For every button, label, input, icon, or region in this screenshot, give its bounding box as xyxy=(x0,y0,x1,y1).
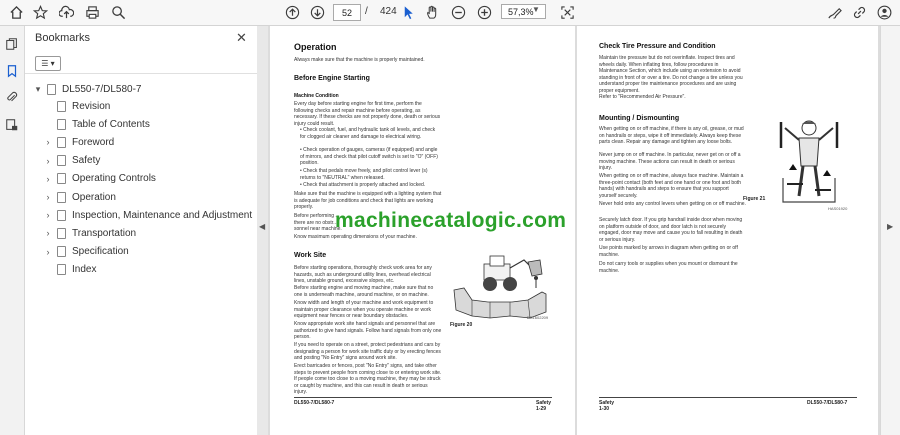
panel-title: Bookmarks xyxy=(35,32,91,44)
watermark-text: machinecatalogic.com xyxy=(335,209,567,232)
select-cursor-icon[interactable] xyxy=(400,4,416,20)
bookmark-label: Foreword xyxy=(72,136,115,148)
bookmark-label: DL550-7/DL580-7 xyxy=(62,83,142,95)
page-1-30 xyxy=(577,26,878,435)
section-heading: Mounting / Dismounting xyxy=(599,115,680,122)
section-heading: Before Engine Starting xyxy=(294,75,370,82)
paragraph: Never jump on or off machine. In particular, never get on or off a moving machine. These actions can result in death or serious injury. xyxy=(599,152,741,171)
panel-splitter[interactable] xyxy=(257,26,268,435)
bookmark-icon xyxy=(57,210,66,221)
bullet-item: • Check coolant, fuel, and hydraulic tank oil levels, and check for clogged air cleaner and damage to electrical wiring. xyxy=(300,127,436,140)
paragraph: there are no obstr... xyxy=(294,219,338,226)
zoom-level-select[interactable]: 57,3% xyxy=(501,4,546,19)
home-icon[interactable] xyxy=(8,4,24,20)
sign-icon[interactable] xyxy=(826,4,842,20)
bookmark-label: Revision xyxy=(72,100,111,112)
bookmark-icon xyxy=(57,228,66,239)
bookmark-label: Transportation xyxy=(72,227,137,239)
paragraph: Refer to "Recommended Air Pressure". xyxy=(599,94,686,100)
bookmark-item[interactable] xyxy=(43,99,110,113)
paragraph: When getting on or off machine, if there is any oil, grease, or mud on handrails or steps, wipe it off immediately. Always keep these parts clean. Repair any damage and tighten any loose bolts. xyxy=(599,126,744,145)
footer-section: Safety xyxy=(599,400,615,406)
section-heading: Work Site xyxy=(294,252,327,259)
bookmark-icon xyxy=(57,101,66,112)
chevron-right-icon[interactable]: › xyxy=(46,246,50,257)
page-down-icon[interactable] xyxy=(309,4,325,20)
paragraph: If you need to operate on a street, protect pedestrians and cars by designating a person for work site traffic duty or by erecting fences and posting "No Entry" signs around work site. xyxy=(294,342,441,361)
bookmark-root[interactable] xyxy=(33,82,142,96)
bullet-item: • Check that pedals move freely, and pilot control lever (s) returns to "NEUTRAL" when released. xyxy=(300,168,428,181)
paragraph: Do not carry tools or supplies when you mount or dismount the machine. xyxy=(599,261,738,274)
bookmark-options-button[interactable]: ☰ ▾ xyxy=(35,56,61,71)
account-icon[interactable] xyxy=(876,4,892,20)
paragraph: Before starting operations, thoroughly check work area for any hazards, such as underground utility lines, overhead electrical lines, unstable ground, excessive slopes, etc. xyxy=(294,265,432,284)
paragraph: When getting on or off machine, always face machine. Maintain a three-point contact (both feet and one hand or one foot and both hands) with handrails and steps to ensure that you support yourself securely. xyxy=(599,173,744,199)
zoom-in-icon[interactable] xyxy=(476,4,492,20)
right-rail xyxy=(880,26,900,435)
bullet-item: • Check that attachment is properly attached and locked. xyxy=(300,182,426,188)
paragraph: Before starting engine and moving machine, make sure that no one is underneath machine, around machine, or on machine. xyxy=(294,285,434,298)
bookmark-label: Safety xyxy=(72,155,101,167)
fit-page-icon[interactable] xyxy=(559,4,575,20)
bookmark-icon xyxy=(57,192,66,203)
paragraph: Never hold onto any control levers when getting on or off machine. xyxy=(599,201,746,207)
paragraph: Securely latch door. If you grip handrail inside door when moving on platform outside of door, and door latch is not securely engaged, door may move and cause you to fall resulting in death or serious injury. xyxy=(599,217,743,243)
figure-label: Figure 20 xyxy=(450,322,473,328)
bookmark-item[interactable] xyxy=(43,190,116,204)
paragraph: Make sure that the machine is equipped with a lighting system that is adequate for job conditions and check that lights are working properly. xyxy=(294,191,442,210)
footer-page-number: 1-30 xyxy=(599,406,610,412)
footer-page-number: 1-29 xyxy=(536,406,547,412)
chevron-right-icon[interactable]: › xyxy=(46,137,50,148)
figure-label: Figure 21 xyxy=(743,196,766,202)
footer-section: Safety xyxy=(536,400,552,406)
intro-text: Always make sure that the machine is properly maintained. xyxy=(294,57,425,63)
upload-icon[interactable] xyxy=(58,4,74,20)
chevron-right-icon[interactable]: › xyxy=(46,228,50,239)
chevron-right-icon[interactable]: › xyxy=(46,192,50,202)
paragraph: Use points marked by arrows in diagram when getting on or off machine. xyxy=(599,245,738,258)
bookmark-icon xyxy=(57,246,66,257)
footer-rule xyxy=(294,397,552,398)
figure-code: HAS01920 xyxy=(828,206,848,211)
figure-code: DS1602209 xyxy=(527,315,549,320)
bookmark-label: Specification xyxy=(72,246,129,258)
chevron-down-icon[interactable]: ▼ xyxy=(532,5,540,14)
bookmark-item[interactable] xyxy=(43,135,114,149)
divider xyxy=(25,73,257,74)
navigation-rail xyxy=(0,26,25,435)
print-icon[interactable] xyxy=(84,4,100,20)
zoom-search-icon[interactable] xyxy=(110,4,126,20)
bookmark-icon xyxy=(57,155,66,166)
bookmark-icon xyxy=(47,84,56,95)
bookmark-item[interactable] xyxy=(43,226,136,240)
zoom-out-icon[interactable] xyxy=(450,4,466,20)
page-thumbnails-icon[interactable] xyxy=(5,37,19,51)
paragraph: Know maximum operating dimensions of your machine. xyxy=(294,234,417,240)
bookmark-item[interactable] xyxy=(43,117,150,131)
bookmark-label: Operation xyxy=(72,191,116,203)
bookmarks-panel-icon[interactable] xyxy=(5,64,19,78)
expand-pane-icon[interactable]: ▶ xyxy=(887,222,894,231)
page-number-input[interactable]: 52 xyxy=(333,4,361,21)
chevron-down-icon[interactable]: ▾ xyxy=(35,83,41,94)
loader-worksite-illustration xyxy=(450,248,550,322)
bookmark-item[interactable] xyxy=(43,154,100,168)
paragraph: Maintain tire pressure but do not overinflate. Inspect tires and wheels daily. When inflating tires, follow procedures in Maintenance Section, which include using an extension to avoid standing in front of or over a tire. Do not change a tire unless you understand proper tire maintenance procedures and are using proper equipment. xyxy=(599,55,743,94)
collapse-panel-icon[interactable]: ◀ xyxy=(259,222,266,231)
bookmark-label: Operating Controls xyxy=(72,173,156,185)
bookmark-label: Index xyxy=(72,264,97,276)
main-toolbar xyxy=(0,0,900,26)
paragraph: sonnel near machine. xyxy=(294,226,342,232)
bookmark-item[interactable] xyxy=(43,208,252,222)
bookmark-item[interactable] xyxy=(43,172,156,186)
subsection-heading: Machine Condition xyxy=(294,93,339,99)
paragraph: Before performing ... xyxy=(294,213,340,219)
bookmark-icon xyxy=(57,173,66,184)
paragraph: Know width and length of your machine and work equipment to maintain proper clearance when you operate machine or work equipment near fences or near boundary obstacles. xyxy=(294,300,434,319)
page-up-icon[interactable] xyxy=(284,4,300,20)
footer-model: DL550-7/DL580-7 xyxy=(807,400,848,406)
bookmarks-panel xyxy=(25,26,258,435)
layers-lock-icon[interactable] xyxy=(5,118,19,132)
bookmark-icon xyxy=(57,119,66,130)
chevron-right-icon[interactable]: › xyxy=(46,155,50,166)
share-icon[interactable] xyxy=(851,4,867,20)
section-heading: Check Tire Pressure and Condition xyxy=(599,43,716,50)
page-total: 424 xyxy=(380,6,397,17)
hand-icon[interactable] xyxy=(424,4,440,20)
bookmark-icon xyxy=(57,264,66,275)
close-icon[interactable]: ✕ xyxy=(236,30,247,45)
chevron-right-icon[interactable]: › xyxy=(46,173,50,184)
paragraph: Erect barricades or fences, post "No Entry" signs, and take other steps to prevent people from coming close to or entering work site. If people come too close to a moving machine, they may be struck or caught by machine, and this can result in death or serious injury. xyxy=(294,363,442,395)
page-separator: / xyxy=(365,6,368,17)
bullet-item: • Check operation of gauges, cameras (if equipped) and angle of mirrors, and check that pilot cutoff switch is set to "O" (OFF) position. xyxy=(300,147,438,166)
bookmark-icon xyxy=(57,137,66,148)
paragraph: Every day before starting engine for first time, perform the following checks and repair machine before operating, as necessary. If these checks are not properly done, death or serious injury could result. xyxy=(294,101,441,127)
bookmark-item[interactable] xyxy=(43,245,129,259)
attachment-icon[interactable] xyxy=(5,90,19,104)
page-title: Operation xyxy=(294,42,337,52)
paragraph: Know appropriate work site hand signals and personnel that are authorized to give hand signals. Follow hand signals from only one person. xyxy=(294,321,442,340)
footer-rule xyxy=(599,397,857,398)
footer-model: DL550-7/DL580-7 xyxy=(294,400,335,406)
chevron-right-icon[interactable]: › xyxy=(46,210,50,221)
bookmark-label: Inspection, Maintenance and Adjustment xyxy=(72,209,253,221)
bookmark-item[interactable] xyxy=(43,263,96,277)
bookmark-star-icon[interactable] xyxy=(32,4,48,20)
operator-mounting-illustration xyxy=(777,118,841,210)
bookmark-label: Table of Contents xyxy=(72,118,150,130)
